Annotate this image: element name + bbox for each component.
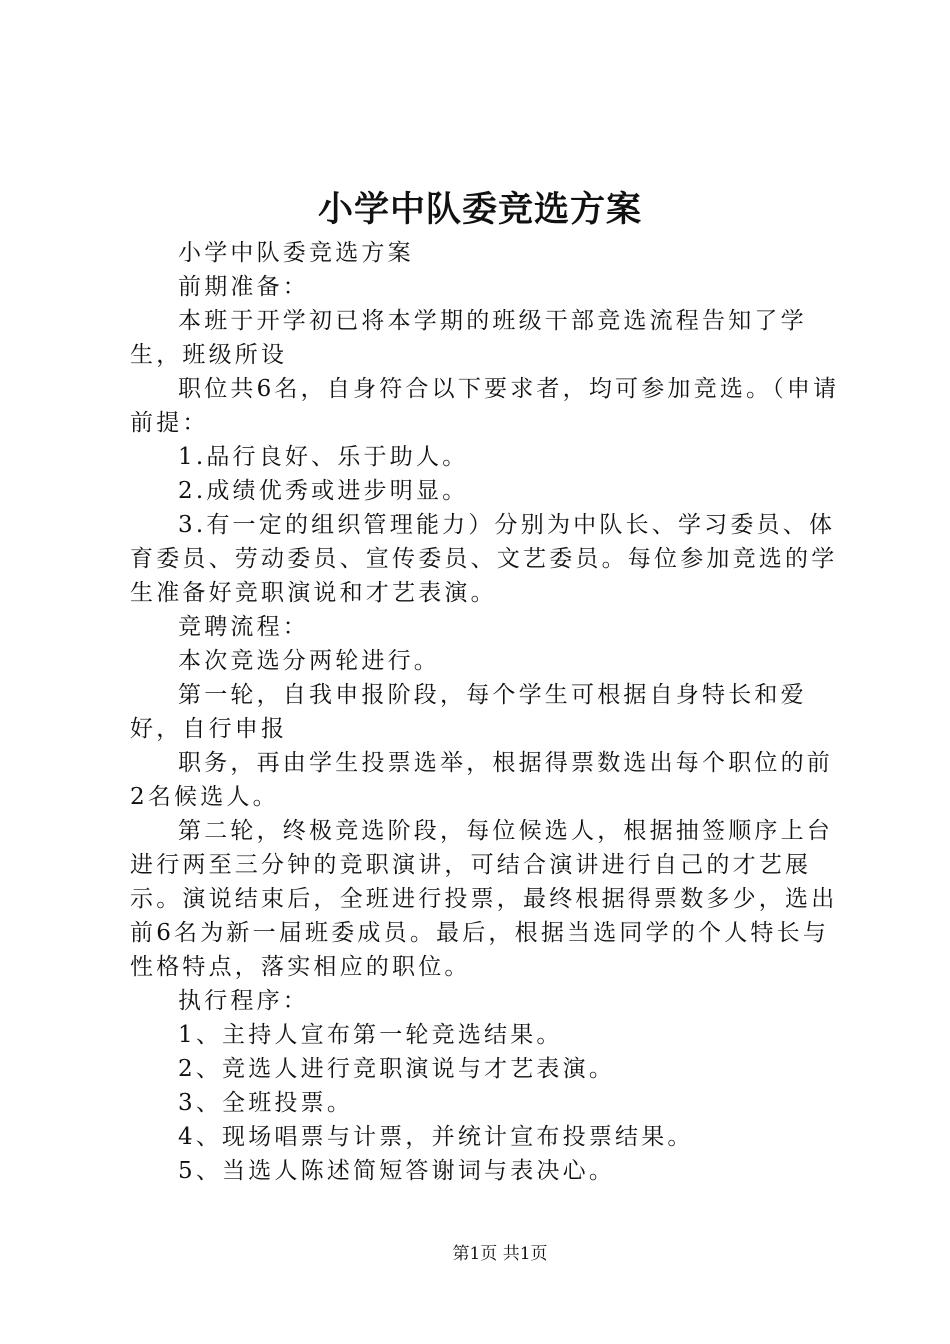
document-title: 小学中队委竞选方案 bbox=[317, 189, 642, 230]
paragraph-heading-process: 竞聘流程： bbox=[178, 614, 309, 640]
procedure-step-1: 1、主持人宣布第一轮竞选结果。 bbox=[178, 1022, 563, 1048]
paragraph-heading-preparation: 前期准备： bbox=[178, 274, 309, 300]
paragraph-requirement-1: 1.品行良好、乐于助人。 bbox=[178, 444, 469, 470]
page-footer: 第1页 共1页 bbox=[452, 1244, 548, 1264]
paragraph-heading-procedure: 执行程序： bbox=[178, 988, 309, 1014]
paragraph-intro: 本班于开学初已将本学期的班级干部竞选流程告知了学生，班级所设 bbox=[130, 308, 807, 368]
paragraph-two-rounds: 本次竞选分两轮进行。 bbox=[178, 648, 440, 674]
paragraph-round-1: 第一轮，自我申报阶段，每个学生可根据自身特长和爱好，自行申报 bbox=[130, 682, 807, 742]
procedure-step-2: 2、竞选人进行竞职演说与才艺表演。 bbox=[178, 1056, 616, 1082]
document-body bbox=[130, 236, 845, 1188]
paragraph-subtitle: 小学中队委竞选方案 bbox=[178, 240, 414, 266]
procedure-step-4: 4、现场唱票与计票，并统计宣布投票结果。 bbox=[178, 1124, 694, 1150]
paragraph-requirement-3: 3.有一定的组织管理能力）分别为中队长、学习委员、体育委员、劳动委员、宣传委员、文艺委员。每位参加竞选的学生准备好竞职演说和才艺表演。 bbox=[130, 512, 838, 606]
paragraph-requirement-2: 2.成绩优秀或进步明显。 bbox=[178, 478, 469, 504]
paragraph-round-1-continued: 职务，再由学生投票选举，根据得票数选出每个职位的前2名候选人。 bbox=[130, 750, 833, 810]
paragraph-positions: 职位共6名，自身符合以下要求者，均可参加竞选。（申请前提： bbox=[130, 376, 840, 436]
procedure-step-5: 5、当选人陈述简短答谢词与表决心。 bbox=[178, 1158, 616, 1184]
paragraph-round-2: 第二轮，终极竞选阶段，每位候选人，根据抽签顺序上台进行两至三分钟的竞职演讲，可结合演讲进行自己的才艺展示。演说结束后，全班进行投票，最终根据得票数多少，选出前6名为新一届班委成员。最后，根据当选同学的个人特长与性格特点，落实相应的职位。 bbox=[130, 818, 838, 980]
procedure-step-3: 3、全班投票。 bbox=[178, 1090, 354, 1116]
